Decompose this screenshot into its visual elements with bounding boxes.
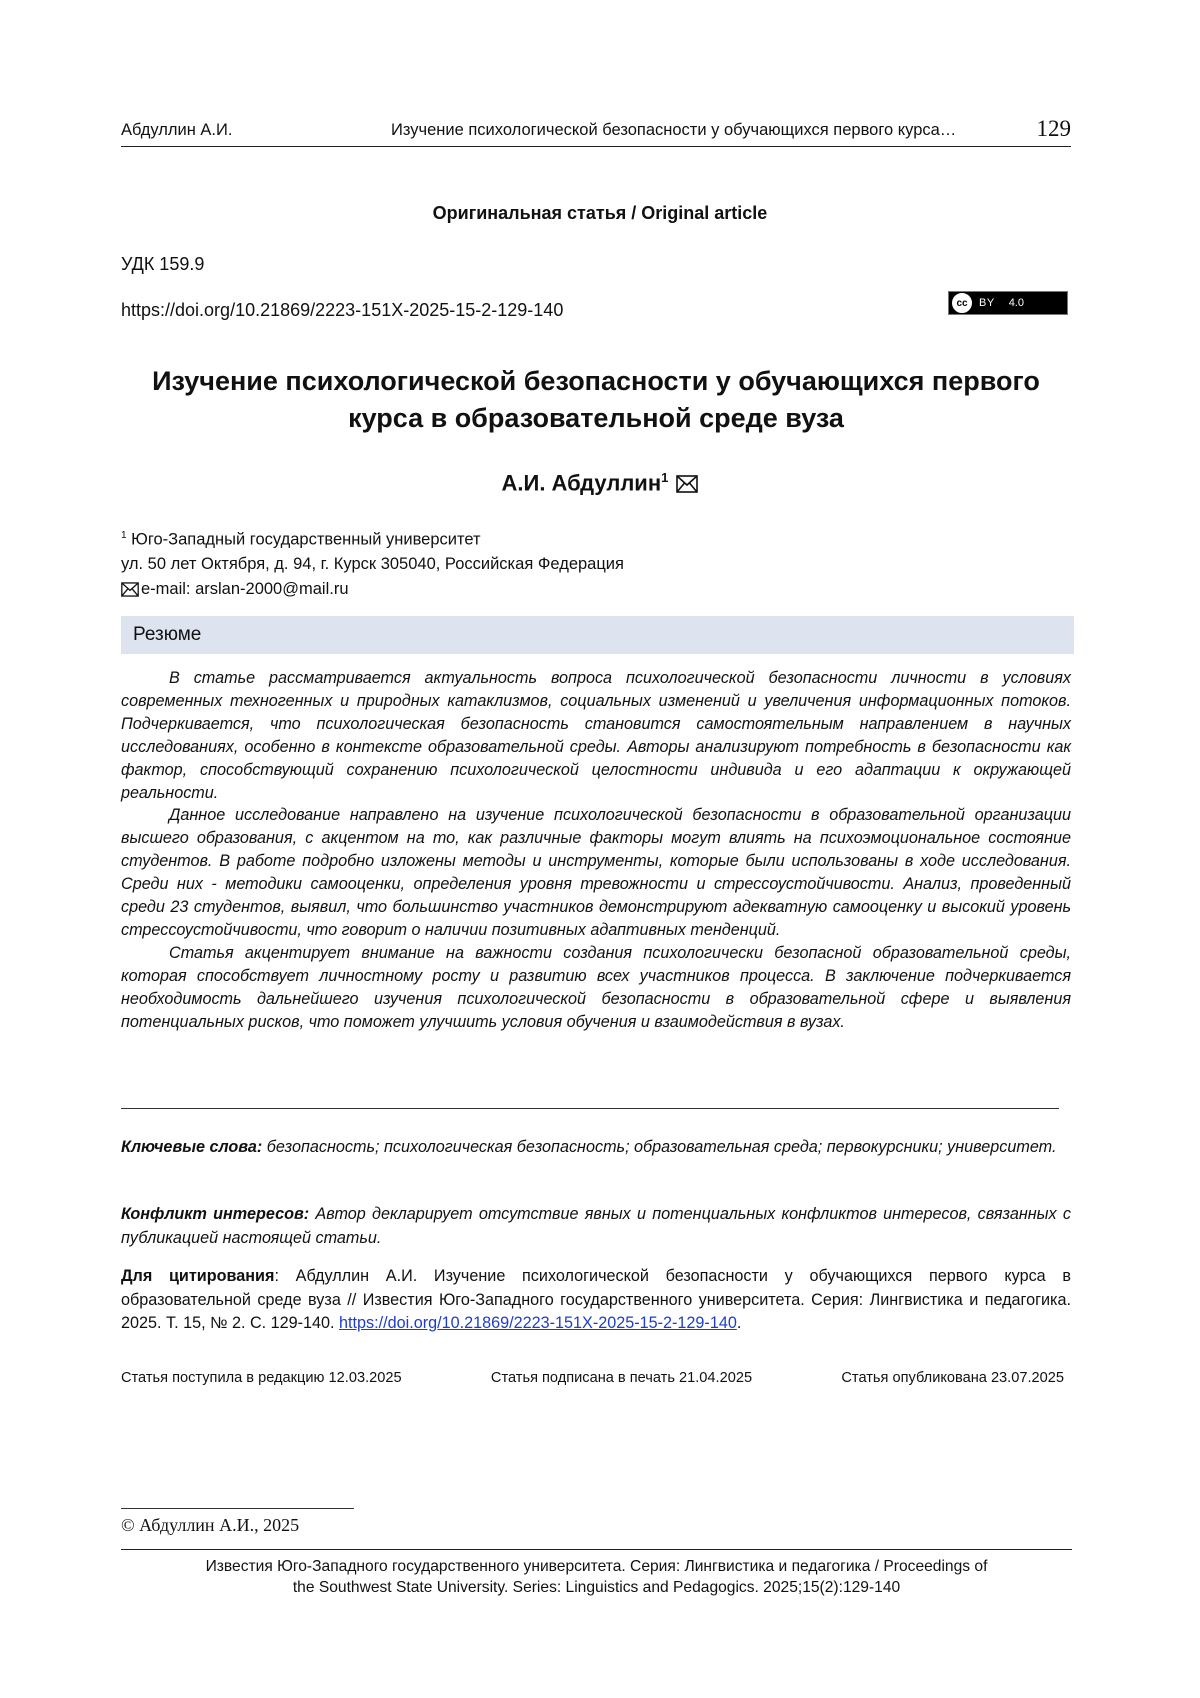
conflict-of-interest bbox=[121, 1203, 1071, 1250]
article-title-line-2: курса в образовательной среде вуза bbox=[348, 403, 844, 433]
affiliation bbox=[121, 524, 624, 576]
citation-doi-link[interactable]: https://doi.org/10.21869/2223-151X-2025-15-2-129-140 bbox=[339, 1314, 737, 1332]
email-address[interactable]: e-mail: arslan-2000@mail.ru bbox=[141, 580, 349, 598]
keywords-text: безопасность; психологическая безопасность; образовательная среда; первокурсники; университет. bbox=[266, 1138, 1057, 1156]
abstract-paragraph-2: Данное исследование направлено на изучение психологической безопасности в образовательной организации высшего образования, с акцентом на то, как различные факторы могут влиять на психоэмоциональное состояние студентов. В работе подробно изложены методы и инструменты, которые были использованы в ходе исследования. Среди них - методики самооценки, определения уровня тревожности и стрессоустойчивости. Анализ, проведенный среди 23 студентов, выявил, что большинство участников демонстрируют адекватную самооценку и высокий уровень стрессоустойчивости, что говорит о наличии позитивных адаптивных тенденций. bbox=[121, 806, 1071, 939]
udk-code: УДК 159.9 bbox=[121, 254, 205, 274]
keywords bbox=[121, 1136, 1071, 1160]
date-published: Статья опубликована 23.07.2025 bbox=[841, 1370, 1064, 1386]
affiliation-address: ул. 50 лет Октября, д. 94, г. Курск 305040, Российская Федерация bbox=[121, 554, 624, 573]
date-received: Статья поступила в редакцию 12.03.2025 bbox=[121, 1370, 402, 1386]
cc-license-badge[interactable] bbox=[948, 291, 1068, 315]
copyright-rule bbox=[121, 1508, 354, 1509]
journal-footer bbox=[121, 1556, 1072, 1598]
citation-label: Для цитирования bbox=[121, 1267, 275, 1285]
cc-icon: cc bbox=[951, 292, 973, 314]
running-header-author: Абдуллин А.И. bbox=[121, 121, 233, 139]
author-affiliation-mark: 1 bbox=[661, 470, 669, 485]
abstract-paragraph-3: Статья акцентирует внимание на важности создания психологически безопасной образовательной среды, которая способствует личностному росту и развитию всех участников процесса. В заключение подчеркивается необходимость дальнейшего изучения психологической безопасности в образовательной сфере и выявления потенциальных рисков, что поможет улучшить условия обучения и взаимодействия в вузах. bbox=[121, 943, 1071, 1031]
citation-end: . bbox=[736, 1314, 742, 1332]
email-line bbox=[121, 580, 349, 599]
resume-heading: Резюме bbox=[133, 624, 202, 645]
page-number: 129 bbox=[1036, 116, 1071, 141]
resume-heading-bar bbox=[121, 616, 1074, 654]
abstract-paragraph-1: В статье рассматривается актуальность вопроса психологической безопасности личности в условиях современных техногенных и природных катаклизмов, социальных изменений и увеличения информационных потоков. Подчеркивается, что психологическая безопасность становится самостоятельным направлением в научных исследованиях, особенно в контексте образовательной среды. Авторы анализируют потребность в безопасности как фактор, способствующий сохранению психологической целостности индивида и его адаптации к окружающей реальности. bbox=[121, 669, 1071, 802]
divider bbox=[121, 1108, 1059, 1109]
article-title bbox=[121, 363, 1071, 437]
doi-link[interactable]: https://doi.org/10.21869/2223-151X-2025-15-2-129-140 bbox=[121, 300, 564, 320]
citation-text: : Абдуллин А.И. Изучение психологической безопасности у обучающихся первого курса в образовательной среде вуза // Известия Юго-Западного государственного университета. Серия: Лингвистика и педагогика. 2025. Т. 15, № 2. С. 129-140. bbox=[121, 1267, 1071, 1332]
envelope-icon[interactable] bbox=[676, 475, 698, 493]
cc-version-label: 4.0 bbox=[1008, 297, 1024, 309]
running-header bbox=[121, 118, 1071, 147]
conflict-text: Автор декларирует отсутствие явных и потенциальных конфликтов интересов, связанных с публикацией настоящей статьи. bbox=[121, 1205, 1071, 1247]
author-name: А.И. Абдуллин bbox=[501, 470, 662, 496]
affiliation-mark: 1 bbox=[121, 530, 127, 541]
envelope-icon bbox=[121, 582, 139, 597]
footer-rule bbox=[121, 1549, 1072, 1550]
article-title-line-1: Изучение психологической безопасности у обучающихся первого bbox=[152, 366, 1040, 396]
date-signed: Статья подписана в печать 21.04.2025 bbox=[490, 1370, 753, 1386]
footer-line-1: Известия Юго-Западного государственного университета. Серия: Лингвистика и педагогика / Proceedings of bbox=[205, 1558, 988, 1575]
affiliation-name: Юго-Западный государственный университет bbox=[131, 530, 481, 549]
running-header-title: Изучение психологической безопасности у обучающихся первого курса… bbox=[391, 121, 957, 139]
citation bbox=[121, 1265, 1071, 1336]
article-dates bbox=[121, 1370, 1064, 1386]
keywords-label: Ключевые слова: bbox=[121, 1138, 263, 1156]
conflict-label: Конфликт интересов: bbox=[121, 1205, 310, 1223]
footer-line-2: the Southwest State University. Series: Linguistics and Pedagogics. 2025;15(2):129-140 bbox=[292, 1579, 901, 1596]
abstract bbox=[121, 667, 1071, 1034]
article-type: Оригинальная статья / Original article bbox=[432, 203, 768, 223]
copyright: © Абдуллин А.И., 2025 bbox=[121, 1515, 300, 1535]
author-line bbox=[0, 470, 1200, 496]
cc-by-label: BY bbox=[979, 297, 995, 309]
